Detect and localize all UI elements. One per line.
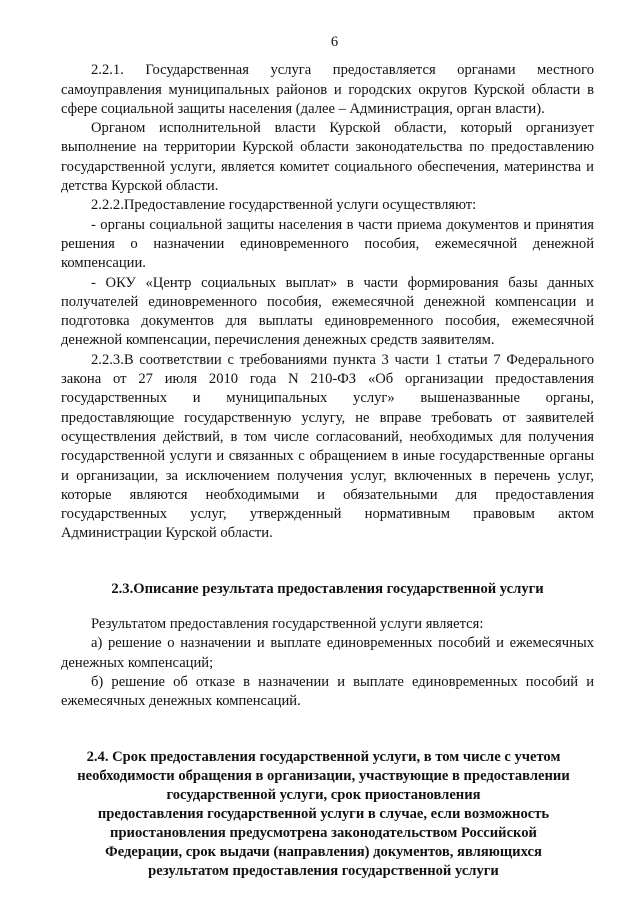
heading-line: необходимости обращения в организации, участвующие в предоставлении <box>77 767 570 784</box>
paragraph-executive-authority: Органом исполнительной власти Курской области, который организует выполнение на территории Курской области законодательства по предоставлению государственной услуги, является комитет социального обеспечения, материнства и детства Курской области. <box>61 120 594 195</box>
section-heading-2-4 <box>61 748 586 881</box>
heading-line: государственной услуги, срок приостановления <box>166 786 481 803</box>
list-item-oku-center: - ОКУ «Центр социальных выплат» в части формирования базы данных получателей единовременного пособия, ежемесячной денежной компенсации и подготовка документов для выплаты единовременного пособия, ежемесячной денежной компенсации, перечисления денежных средств заявителям. <box>61 274 594 349</box>
section-heading-2-3: 2.3.Описание результата предоставления государственной услуги <box>111 580 544 597</box>
heading-line: Федерации, срок выдачи (направления) документов, являющихся <box>105 843 542 860</box>
section-gap <box>61 712 594 748</box>
heading-line: 2.4. Срок предоставления государственной услуги, в том числе с учетом <box>86 748 561 765</box>
list-item-result-a: а) решение о назначении и выплате единовременных пособий и ежемесячных денежных компенсаций; <box>61 635 594 671</box>
section-gap <box>61 544 594 580</box>
paragraph-result-intro: Результатом предоставления государственной услуги является: <box>91 616 484 633</box>
list-item-result-b: б) решение об отказе в назначении и выплате единовременных пособий и ежемесячных денежных компенсаций. <box>61 673 594 710</box>
heading-line: предоставления государственной услуги в случае, если возможность <box>97 805 550 822</box>
heading-line: результатом предоставления государственной услуги <box>148 862 499 879</box>
paragraph-2-2-2: 2.2.2.Предоставление государственной услуги осуществляют: <box>91 197 477 214</box>
section-2-4 <box>61 748 594 881</box>
section-2-3 <box>61 580 594 712</box>
list-item-social-protection: - органы социальной защиты населения в части приема документов и принятия решения о назначении единовременного пособия, ежемесячной денежной компенсации. <box>61 216 594 272</box>
heading-gap <box>61 599 594 615</box>
heading-line: приостановления предусмотрена законодательством Российской <box>110 824 537 841</box>
section-2-2 <box>61 61 594 543</box>
paragraph-2-2-1: 2.2.1. Государственная услуга предоставляется органами местного самоуправления муниципальных районов и городских округов Курской области в сфере социальной защиты населения (далее – Администрация, орган власти). <box>61 62 594 117</box>
page-number: 6 <box>330 34 339 50</box>
paragraph-2-2-3: 2.2.3.В соответствии с требованиями пункта 3 части 1 статьи 7 Федерального закона от 27 июля 2010 года N 210-ФЗ «Об организации предоставления государственных и муниципальных услуг» вышеназванные органы, предоставляющие государственную услугу, не вправе требовать от заявителей осуществления действий, в том числе согласований, необходимых для получения государственной услуги и связанных с обращением в иные государственные органы и организации, за исключением получения услуг, включенных в перечень услуг, которые являются необходимыми и обязательными для предоставления государственных услуг, утвержденный нормативным правовым актом Администрации Курской области. <box>61 351 594 542</box>
